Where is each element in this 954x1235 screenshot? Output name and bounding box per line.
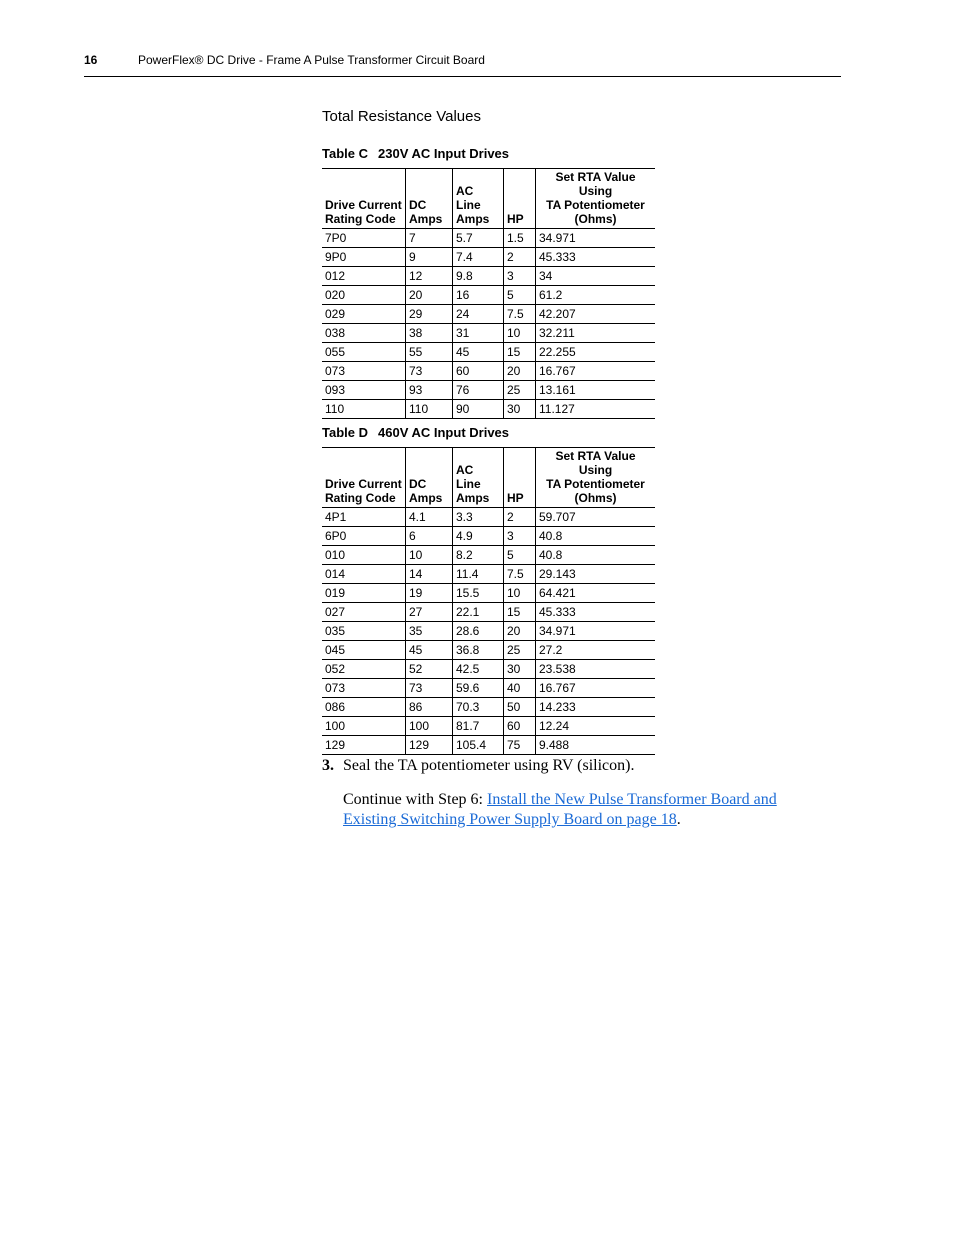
table-row — [322, 584, 655, 603]
cell-hp: 20 — [504, 362, 536, 381]
cell-hp: 20 — [504, 622, 536, 641]
cell-hp: 5 — [504, 546, 536, 565]
cell-hp: 2 — [504, 508, 536, 527]
cell-drive-current-rating-code: 129 — [322, 736, 406, 755]
cell-ac-line-amps: 5.7 — [453, 229, 504, 248]
cell-ac-line-amps: 60 — [453, 362, 504, 381]
cell-drive-current-rating-code: 019 — [322, 584, 406, 603]
cell-hp: 25 — [504, 381, 536, 400]
cell-hp: 5 — [504, 286, 536, 305]
cell-dc-amps: 29 — [406, 305, 453, 324]
cell-dc-amps: 20 — [406, 286, 453, 305]
cell-set-rta-value: 45.333 — [536, 603, 656, 622]
continue-paragraph — [343, 790, 823, 830]
table-c-label: Table C — [322, 146, 368, 161]
step-3 — [322, 757, 822, 775]
cell-set-rta-value: 16.767 — [536, 679, 656, 698]
step-text: Seal the TA potentiometer using RV (silicon). — [343, 757, 635, 774]
cell-dc-amps: 9 — [406, 248, 453, 267]
cell-drive-current-rating-code: 055 — [322, 343, 406, 362]
table-row — [322, 660, 655, 679]
cell-drive-current-rating-code: 052 — [322, 660, 406, 679]
table-c-caption — [322, 146, 509, 161]
cell-dc-amps: 12 — [406, 267, 453, 286]
cell-dc-amps: 27 — [406, 603, 453, 622]
continue-prefix: Continue with Step 6: — [343, 791, 487, 808]
cell-ac-line-amps: 3.3 — [453, 508, 504, 527]
cell-ac-line-amps: 9.8 — [453, 267, 504, 286]
cell-set-rta-value: 29.143 — [536, 565, 656, 584]
cell-ac-line-amps: 24 — [453, 305, 504, 324]
cell-ac-line-amps: 8.2 — [453, 546, 504, 565]
cell-dc-amps: 35 — [406, 622, 453, 641]
cell-hp: 7.5 — [504, 565, 536, 584]
cell-dc-amps: 129 — [406, 736, 453, 755]
cell-set-rta-value: 32.211 — [536, 324, 656, 343]
running-title: PowerFlex® DC Drive - Frame A Pulse Transformer Circuit Board — [138, 53, 485, 67]
table-row — [322, 698, 655, 717]
cell-drive-current-rating-code: 014 — [322, 565, 406, 584]
cell-hp: 30 — [504, 400, 536, 419]
cell-drive-current-rating-code: 9P0 — [322, 248, 406, 267]
cell-set-rta-value: 34 — [536, 267, 656, 286]
cell-ac-line-amps: 22.1 — [453, 603, 504, 622]
cell-dc-amps: 45 — [406, 641, 453, 660]
table-d-body — [322, 508, 655, 755]
cell-ac-line-amps: 4.9 — [453, 527, 504, 546]
cell-ac-line-amps: 59.6 — [453, 679, 504, 698]
cell-set-rta-value: 11.127 — [536, 400, 656, 419]
table-row — [322, 400, 655, 419]
table-header-row — [322, 169, 655, 229]
cell-dc-amps: 55 — [406, 343, 453, 362]
table-row — [322, 736, 655, 755]
cell-set-rta-value: 14.233 — [536, 698, 656, 717]
col-drive-current-rating-code: Drive Current Rating Code — [322, 448, 406, 508]
table-row — [322, 229, 655, 248]
cell-ac-line-amps: 36.8 — [453, 641, 504, 660]
cell-drive-current-rating-code: 010 — [322, 546, 406, 565]
table-d-caption — [322, 425, 509, 440]
col-ac-line-amps: AC Line Amps — [453, 169, 504, 229]
cell-ac-line-amps: 70.3 — [453, 698, 504, 717]
cell-dc-amps: 14 — [406, 565, 453, 584]
cell-set-rta-value: 23.538 — [536, 660, 656, 679]
col-drive-current-rating-code: Drive Current Rating Code — [322, 169, 406, 229]
cell-dc-amps: 86 — [406, 698, 453, 717]
cell-ac-line-amps: 15.5 — [453, 584, 504, 603]
cell-hp: 10 — [504, 324, 536, 343]
cell-hp: 3 — [504, 267, 536, 286]
cell-drive-current-rating-code: 027 — [322, 603, 406, 622]
col-set-rta-value: Set RTA Value Using TA Potentiometer (Ohms) — [536, 169, 656, 229]
cell-ac-line-amps: 45 — [453, 343, 504, 362]
cell-drive-current-rating-code: 7P0 — [322, 229, 406, 248]
cell-dc-amps: 4.1 — [406, 508, 453, 527]
table-row — [322, 546, 655, 565]
table-row — [322, 343, 655, 362]
cell-dc-amps: 38 — [406, 324, 453, 343]
cell-set-rta-value: 22.255 — [536, 343, 656, 362]
section-title: Total Resistance Values — [322, 108, 481, 125]
cell-ac-line-amps: 7.4 — [453, 248, 504, 267]
cell-drive-current-rating-code: 035 — [322, 622, 406, 641]
table-header-row — [322, 448, 655, 508]
cell-set-rta-value: 16.767 — [536, 362, 656, 381]
table-row — [322, 508, 655, 527]
cell-set-rta-value: 12.24 — [536, 717, 656, 736]
col-hp: HP — [504, 448, 536, 508]
cell-drive-current-rating-code: 093 — [322, 381, 406, 400]
table-c-title: 230V AC Input Drives — [378, 146, 510, 161]
cell-hp: 3 — [504, 527, 536, 546]
cell-set-rta-value: 59.707 — [536, 508, 656, 527]
cell-set-rta-value: 45.333 — [536, 248, 656, 267]
cell-set-rta-value: 9.488 — [536, 736, 656, 755]
cell-drive-current-rating-code: 073 — [322, 679, 406, 698]
cell-ac-line-amps: 76 — [453, 381, 504, 400]
table-row — [322, 622, 655, 641]
cell-hp: 15 — [504, 603, 536, 622]
col-dc-amps: DC Amps — [406, 448, 453, 508]
cell-drive-current-rating-code: 6P0 — [322, 527, 406, 546]
cell-dc-amps: 19 — [406, 584, 453, 603]
cell-hp: 10 — [504, 584, 536, 603]
cell-set-rta-value: 64.421 — [536, 584, 656, 603]
cell-hp: 7.5 — [504, 305, 536, 324]
table-d-title: 460V AC Input Drives — [378, 425, 510, 440]
cell-dc-amps: 100 — [406, 717, 453, 736]
cell-set-rta-value: 61.2 — [536, 286, 656, 305]
cell-dc-amps: 52 — [406, 660, 453, 679]
cell-hp: 75 — [504, 736, 536, 755]
install-board-link[interactable]: Install the New Pulse Transformer Board and Existing Switching Power Supply Board on page 18 — [343, 791, 777, 828]
cell-ac-line-amps: 16 — [453, 286, 504, 305]
cell-drive-current-rating-code: 012 — [322, 267, 406, 286]
cell-hp: 40 — [504, 679, 536, 698]
cell-ac-line-amps: 105.4 — [453, 736, 504, 755]
cell-dc-amps: 7 — [406, 229, 453, 248]
table-row — [322, 717, 655, 736]
cell-set-rta-value: 40.8 — [536, 527, 656, 546]
cell-dc-amps: 73 — [406, 679, 453, 698]
cell-ac-line-amps: 11.4 — [453, 565, 504, 584]
cell-hp: 30 — [504, 660, 536, 679]
col-dc-amps: DC Amps — [406, 169, 453, 229]
cell-drive-current-rating-code: 4P1 — [322, 508, 406, 527]
cell-dc-amps: 73 — [406, 362, 453, 381]
col-hp: HP — [504, 169, 536, 229]
cell-set-rta-value: 42.207 — [536, 305, 656, 324]
page-header — [84, 52, 841, 77]
cell-dc-amps: 6 — [406, 527, 453, 546]
table-row — [322, 641, 655, 660]
table-row — [322, 381, 655, 400]
cell-ac-line-amps: 42.5 — [453, 660, 504, 679]
continue-suffix: . — [676, 811, 681, 828]
cell-hp: 1.5 — [504, 229, 536, 248]
col-ac-line-amps: AC Line Amps — [453, 448, 504, 508]
table-row — [322, 565, 655, 584]
table-row — [322, 362, 655, 381]
step-number: 3. — [322, 757, 334, 774]
cell-ac-line-amps: 81.7 — [453, 717, 504, 736]
cell-hp: 2 — [504, 248, 536, 267]
table-d — [322, 447, 655, 755]
cell-hp: 60 — [504, 717, 536, 736]
cell-drive-current-rating-code: 029 — [322, 305, 406, 324]
table-row — [322, 603, 655, 622]
table-row — [322, 305, 655, 324]
table-row — [322, 324, 655, 343]
table-row — [322, 267, 655, 286]
cell-set-rta-value: 40.8 — [536, 546, 656, 565]
cell-set-rta-value: 34.971 — [536, 622, 656, 641]
cell-ac-line-amps: 31 — [453, 324, 504, 343]
cell-drive-current-rating-code: 073 — [322, 362, 406, 381]
cell-drive-current-rating-code: 045 — [322, 641, 406, 660]
cell-hp: 15 — [504, 343, 536, 362]
table-row — [322, 248, 655, 267]
cell-drive-current-rating-code: 086 — [322, 698, 406, 717]
cell-drive-current-rating-code: 100 — [322, 717, 406, 736]
table-row — [322, 527, 655, 546]
cell-ac-line-amps: 28.6 — [453, 622, 504, 641]
table-row — [322, 679, 655, 698]
cell-drive-current-rating-code: 110 — [322, 400, 406, 419]
table-c — [322, 168, 655, 419]
cell-set-rta-value: 34.971 — [536, 229, 656, 248]
cell-hp: 50 — [504, 698, 536, 717]
page-number: 16 — [84, 53, 98, 67]
cell-hp: 25 — [504, 641, 536, 660]
cell-set-rta-value: 13.161 — [536, 381, 656, 400]
cell-drive-current-rating-code: 038 — [322, 324, 406, 343]
cell-ac-line-amps: 90 — [453, 400, 504, 419]
table-row — [322, 286, 655, 305]
cell-drive-current-rating-code: 020 — [322, 286, 406, 305]
cell-dc-amps: 93 — [406, 381, 453, 400]
table-c-body — [322, 229, 655, 419]
cell-set-rta-value: 27.2 — [536, 641, 656, 660]
table-d-label: Table D — [322, 425, 368, 440]
cell-dc-amps: 10 — [406, 546, 453, 565]
cell-dc-amps: 110 — [406, 400, 453, 419]
col-set-rta-value: Set RTA Value Using TA Potentiometer (Ohms) — [536, 448, 656, 508]
